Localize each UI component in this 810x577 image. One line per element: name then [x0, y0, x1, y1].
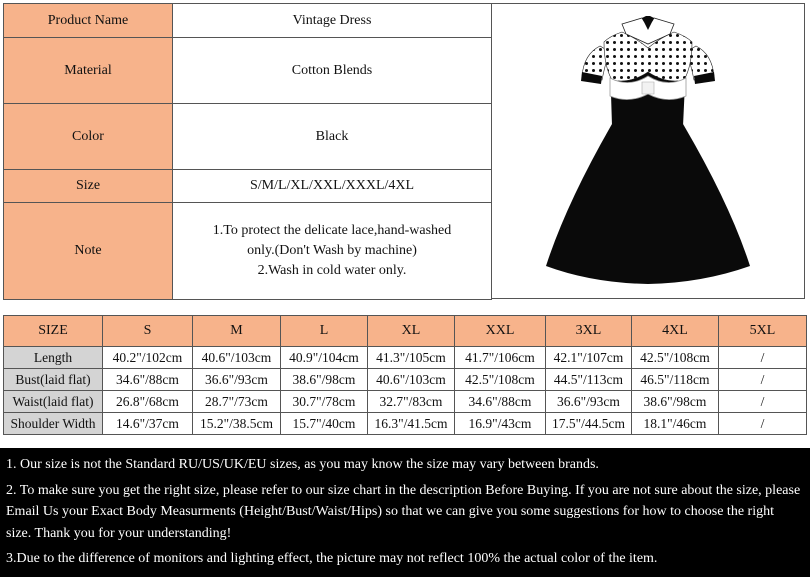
size-header-cell: SIZE [4, 316, 103, 347]
note-line: 1.To protect the delicate lace,hand-washed [212, 223, 452, 238]
size-row-shoulder [4, 413, 807, 435]
size-label: Size [4, 170, 173, 203]
size-chart-table [3, 315, 807, 435]
table-cell: 40.6"/103cm [193, 347, 281, 369]
row-label: Bust(laid flat) [4, 369, 103, 391]
table-cell: 15.2"/38.5cm [193, 413, 281, 435]
color-value: Black [173, 104, 492, 170]
table-cell: 46.5"/118cm [632, 369, 719, 391]
table-cell: 38.6"/98cm [281, 369, 368, 391]
info-row-material [4, 38, 492, 104]
dress-skirt [546, 124, 750, 284]
table-cell: / [719, 413, 807, 435]
table-cell: 42.5"/108cm [632, 347, 719, 369]
size-header-cell: 4XL [632, 316, 719, 347]
table-cell: 34.6"/88cm [455, 391, 546, 413]
size-header-cell: S [103, 316, 193, 347]
row-label: Shoulder Width [4, 413, 103, 435]
note-paragraph: 3.Due to the difference of monitors and lighting effect, the picture may not reflect 100% the actual color of the item. [6, 551, 658, 566]
size-header-cell: XL [368, 316, 455, 347]
table-cell: 42.1"/107cm [546, 347, 632, 369]
row-label: Length [4, 347, 103, 369]
size-header-cell: XXL [455, 316, 546, 347]
table-cell: 36.6"/93cm [546, 391, 632, 413]
table-cell: 42.5"/108cm [455, 369, 546, 391]
table-cell: 26.8"/68cm [103, 391, 193, 413]
table-cell: 40.6"/103cm [368, 369, 455, 391]
info-row-note [4, 203, 492, 300]
info-row-product-name [4, 4, 492, 38]
size-row-bust [4, 369, 807, 391]
product-name-value: Vintage Dress [173, 4, 492, 38]
table-cell: 40.9"/104cm [281, 347, 368, 369]
note-label: Note [4, 203, 173, 300]
note-value [173, 203, 492, 300]
size-value: S/M/L/XL/XXL/XXXL/4XL [173, 170, 492, 203]
table-cell: 28.7"/73cm [193, 391, 281, 413]
row-label: Waist(laid flat) [4, 391, 103, 413]
material-label: Material [4, 38, 173, 104]
product-image [491, 3, 805, 299]
notes-box [0, 448, 810, 577]
table-cell: 14.6"/37cm [103, 413, 193, 435]
table-cell: 15.7"/40cm [281, 413, 368, 435]
product-info-table [3, 3, 492, 300]
table-cell: 32.7"/83cm [368, 391, 455, 413]
info-row-color [4, 104, 492, 170]
table-cell: 18.1"/46cm [632, 413, 719, 435]
table-cell: 40.2"/102cm [103, 347, 193, 369]
table-cell: 41.3"/105cm [368, 347, 455, 369]
table-cell: 16.9"/43cm [455, 413, 546, 435]
table-cell: 38.6"/98cm [632, 391, 719, 413]
table-cell: 30.7"/78cm [281, 391, 368, 413]
size-chart-header [4, 316, 807, 347]
table-cell: 17.5"/44.5cm [546, 413, 632, 435]
table-cell: / [719, 369, 807, 391]
table-cell: / [719, 391, 807, 413]
note-paragraph: 2. To make sure you get the right size, please refer to our size chart in the description Before Buying. If you are not sure about the size, please Email Us your Exact Body Measurments (Height/Bust/Waist/Hips) so that we can give you some suggestions for how to choose the right size. Thank you for your understanding! [6, 482, 801, 541]
size-row-waist [4, 391, 807, 413]
note-paragraph: 1. Our size is not the Standard RU/US/UK/EU sizes, as you may know the size may vary between brands. [6, 457, 599, 472]
product-name-label: Product Name [4, 4, 173, 38]
size-header-cell: M [193, 316, 281, 347]
table-cell: 34.6"/88cm [103, 369, 193, 391]
size-header-cell: 3XL [546, 316, 632, 347]
table-cell: / [719, 347, 807, 369]
note-line: 2.Wash in cold water only. [257, 263, 407, 278]
dress-illustration [492, 4, 804, 298]
size-header-cell: L [281, 316, 368, 347]
size-header-cell: 5XL [719, 316, 807, 347]
info-row-size [4, 170, 492, 203]
table-cell: 41.7"/106cm [455, 347, 546, 369]
color-label: Color [4, 104, 173, 170]
table-cell: 44.5"/113cm [546, 369, 632, 391]
size-row-length [4, 347, 807, 369]
note-line: only.(Don't Wash by machine) [247, 243, 417, 258]
table-cell: 36.6"/93cm [193, 369, 281, 391]
table-cell: 16.3"/41.5cm [368, 413, 455, 435]
material-value: Cotton Blends [173, 38, 492, 104]
